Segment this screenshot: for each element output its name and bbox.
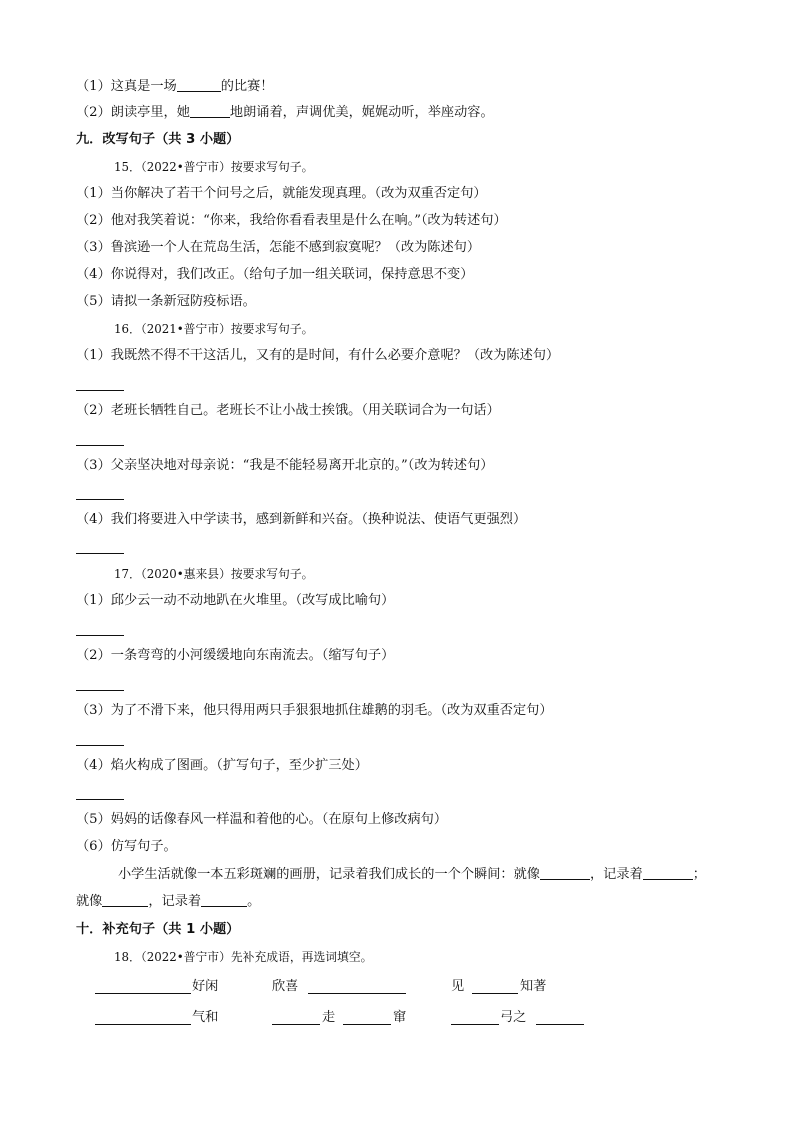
idiom-blank[interactable] bbox=[272, 1024, 320, 1025]
idiom-text-3: 见 bbox=[451, 979, 465, 994]
question-17-item-2: （2）一条弯弯的小河缓缓地向东南流去。（缩写句子） bbox=[76, 648, 395, 663]
question-15-item-1: （1）当你解决了若干个问号之后，就能发现真理。（改为双重否定句） bbox=[76, 186, 487, 201]
question-15-item-2: （2）他对我笑着说：“你来，我给你看看表里是什么在响。”（改为转述句） bbox=[76, 213, 507, 228]
question-18-header: 18．（2022•普宁市）先补充成语，再选词填空。 bbox=[114, 950, 373, 964]
imitate-text-d: 就像 bbox=[76, 894, 103, 909]
question-17-item-1: （1）邱少云一动不动地趴在火堆里。（改写成比喻句） bbox=[76, 593, 395, 608]
answer-blank[interactable] bbox=[201, 893, 247, 907]
answer-line[interactable] bbox=[76, 799, 124, 800]
question-17-item-5: （5）妈妈的话像春风一样温和着他的心。（在原句上修改病句） bbox=[76, 812, 448, 827]
idiom-text-7: 窜 bbox=[393, 1010, 407, 1025]
section-9-title: 九．改写句子（共 3 小题） bbox=[76, 132, 240, 147]
idiom-text-8: 弓之 bbox=[500, 1010, 527, 1025]
imitate-text-b: ，记录着 bbox=[590, 867, 643, 882]
idiom-blank[interactable] bbox=[343, 1024, 391, 1025]
question-15-item-4: （4）你说得对，我们改正。（给句子加一组关联词，保持意思不变） bbox=[76, 267, 474, 282]
answer-blank[interactable] bbox=[540, 866, 590, 880]
answer-line[interactable] bbox=[76, 745, 124, 746]
answer-blank[interactable] bbox=[190, 104, 230, 118]
question-15-header: 15．（2022•普宁市）按要求写句子。 bbox=[114, 160, 314, 174]
fill-line-1 bbox=[76, 78, 273, 96]
idiom-text-6: 走 bbox=[322, 1010, 336, 1025]
imitate-sentence-line-1 bbox=[118, 866, 706, 884]
imitate-text-e: ，记录着 bbox=[148, 894, 202, 909]
answer-blank[interactable] bbox=[177, 78, 221, 92]
idiom-text-2: 欣喜 bbox=[272, 979, 299, 994]
fill-line-1-end: 的比赛！ bbox=[220, 79, 274, 94]
question-17-item-3: （3）为了不滑下来，他只得用两只手狠狠地抓住雄鹅的羽毛。（改为双重否定句） bbox=[76, 703, 553, 718]
imitate-text-c: ； bbox=[692, 867, 706, 882]
question-15-item-3: （3）鲁滨逊一个人在荒岛生活，怎能不感到寂寞呢？（改为陈述句） bbox=[76, 240, 481, 255]
idiom-blank[interactable] bbox=[95, 1024, 191, 1025]
question-16-item-4: （4）我们将要进入中学读书，感到新鲜和兴奋。（换种说法、使语气更强烈） bbox=[76, 512, 527, 527]
answer-line[interactable] bbox=[76, 390, 124, 391]
question-16-item-2: （2）老班长牺牲自己。老班长不让小战士挨饿。（用关联词合为一句话） bbox=[76, 403, 500, 418]
question-16-item-3: （3）父亲坚决地对母亲说：“我是不能轻易离开北京的。”（改为转述句） bbox=[76, 458, 494, 473]
idiom-blank[interactable] bbox=[536, 1024, 584, 1025]
answer-line[interactable] bbox=[76, 690, 124, 691]
idiom-blank[interactable] bbox=[451, 1024, 499, 1025]
answer-line[interactable] bbox=[76, 553, 124, 554]
fill-line-1-start: （1）这真是一场 bbox=[76, 79, 177, 94]
fill-line-2-end: 地朗诵着，声调优美，娓娓动听，举座动容。 bbox=[229, 105, 494, 120]
idiom-text-4: 知著 bbox=[520, 979, 547, 994]
question-16-header: 16．（2021•普宁市）按要求写句子。 bbox=[114, 322, 314, 336]
idiom-blank[interactable] bbox=[95, 993, 191, 994]
imitate-text-f: 。 bbox=[247, 894, 261, 909]
fill-line-2 bbox=[76, 104, 494, 122]
question-17-header: 17．（2020•惠来县）按要求写句子。 bbox=[114, 567, 314, 581]
question-17-item-6: （6）仿写句子。 bbox=[76, 839, 177, 854]
question-16-item-1: （1）我既然不得不干这活儿，又有的是时间，有什么必要介意呢？（改为陈述句） bbox=[76, 348, 560, 363]
answer-blank[interactable] bbox=[102, 893, 148, 907]
answer-blank[interactable] bbox=[643, 866, 693, 880]
section-10-title: 十．补充句子（共 1 小题） bbox=[76, 922, 240, 937]
idiom-text-1: 好闲 bbox=[192, 979, 219, 994]
idiom-text-5: 气和 bbox=[192, 1010, 219, 1025]
idiom-blank[interactable] bbox=[308, 993, 406, 994]
imitate-sentence-line-2 bbox=[76, 893, 260, 911]
answer-line[interactable] bbox=[76, 499, 124, 500]
imitate-text-a: 小学生活就像一本五彩斑斓的画册，记录着我们成长的一个个瞬间：就像 bbox=[118, 867, 540, 882]
fill-line-2-start: （2）朗读亭里，她 bbox=[76, 105, 190, 120]
question-17-item-4: （4）焰火构成了图画。（扩写句子，至少扩三处） bbox=[76, 758, 368, 773]
question-15-item-5: （5）请拟一条新冠防疫标语。 bbox=[76, 294, 256, 309]
answer-line[interactable] bbox=[76, 635, 124, 636]
answer-line[interactable] bbox=[76, 445, 124, 446]
idiom-blank[interactable] bbox=[472, 993, 518, 994]
